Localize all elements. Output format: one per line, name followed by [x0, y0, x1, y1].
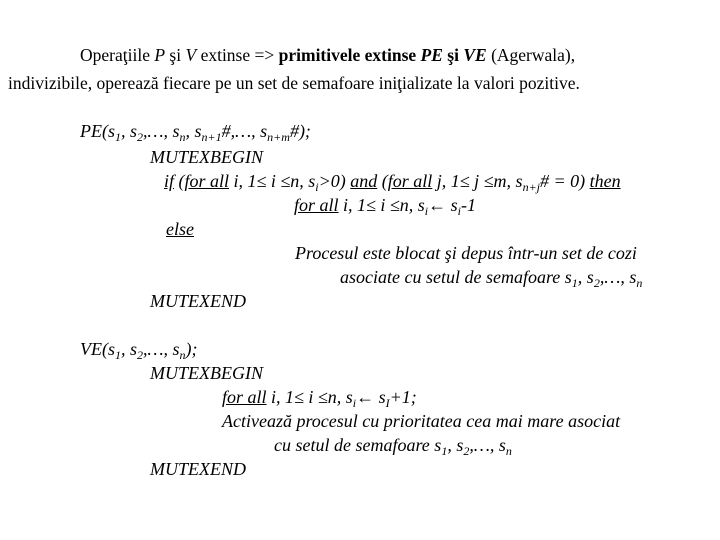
op-pe: PE — [420, 45, 443, 65]
intro-text: extinse => — [196, 45, 279, 65]
code-text: ( — [377, 171, 388, 191]
op-ve: VE — [463, 45, 487, 65]
pe-mutexend: MUTEXEND — [150, 291, 246, 311]
ve-activate-line-2 — [274, 434, 512, 456]
code-text: -1 — [460, 195, 476, 215]
code-text: >0) — [318, 171, 351, 191]
code-text: # = 0) — [540, 171, 590, 191]
code-text: ← s — [428, 195, 458, 215]
code-text: i, 1≤ i ≤n, s — [338, 195, 425, 215]
code-text: asociate cu setul de semafoare s — [340, 267, 572, 287]
subscript: 1 — [571, 276, 578, 290]
keyword-for-all: for all — [294, 195, 339, 215]
subscript: n+j — [522, 180, 540, 194]
code-text: ); — [185, 339, 198, 359]
subscript: n — [179, 130, 186, 144]
subscript: n+m — [267, 130, 290, 144]
ve-signature — [80, 338, 198, 360]
pe-else — [166, 218, 194, 240]
subscript: 2 — [137, 130, 144, 144]
code-text: , s — [121, 339, 138, 359]
ve-mutexbegin: MUTEXBEGIN — [150, 363, 263, 383]
subscript: i — [424, 204, 429, 218]
pe-decrement — [294, 194, 476, 216]
subscript: 2 — [463, 444, 470, 458]
subscript: 2 — [137, 348, 144, 362]
code-text: ,…, s — [469, 435, 506, 455]
subscript: n — [636, 276, 643, 290]
subscript: 1 — [441, 444, 448, 458]
intro-text: şi — [165, 45, 186, 65]
keyword-and: and — [350, 171, 378, 191]
ve-mutexend: MUTEXEND — [150, 459, 246, 479]
code-text: ← s — [356, 387, 386, 407]
subscript: I — [385, 396, 390, 410]
subscript: i — [315, 180, 319, 194]
code-text: , s — [447, 435, 464, 455]
keyword-for-all: for all — [222, 387, 267, 407]
pe-mutexbegin: MUTEXBEGIN — [150, 147, 263, 167]
keyword-if: if — [164, 171, 175, 191]
code-text: ,…, s — [143, 121, 180, 141]
subscript: n+1 — [201, 130, 222, 144]
code-text: ,…, s — [143, 339, 180, 359]
intro-text: (Agerwala), — [486, 45, 576, 65]
code-text: , s — [577, 267, 594, 287]
keyword-for-all: for all — [387, 171, 433, 191]
subscript: i — [352, 396, 357, 410]
intro-line-1 — [80, 44, 575, 66]
code-text: ( — [174, 171, 185, 191]
subscript: i — [457, 204, 461, 218]
pe-blocked-line-1: Procesul este blocat şi depus într-un set de cozi — [295, 243, 637, 263]
keyword-for-all: for all — [184, 171, 230, 191]
intro-bold: şi — [442, 45, 464, 65]
subscript: 2 — [593, 276, 600, 290]
subscript: n — [505, 444, 512, 458]
pe-condition — [164, 170, 621, 192]
intro-text: indivizibile, operează fiecare pe un set de semafoare iniţializate la valori pozitive. — [8, 73, 580, 93]
keyword-then: then — [589, 171, 621, 191]
keyword-else: else — [166, 219, 194, 239]
pe-blocked-line-2 — [340, 266, 642, 288]
subscript: n — [179, 348, 186, 362]
pe-signature — [80, 120, 311, 142]
code-text: VE(s — [80, 339, 115, 359]
subscript: 1 — [115, 348, 121, 362]
intro-line-2 — [8, 72, 580, 94]
op-p: P — [154, 45, 166, 65]
op-v: V — [185, 45, 197, 65]
code-text: i, 1≤ i ≤n, s — [229, 171, 316, 191]
code-text: cu setul de semafoare s — [274, 435, 442, 455]
subscript: 1 — [115, 130, 121, 144]
intro-text: Operaţiile — [80, 45, 155, 65]
code-text: i, 1≤ i ≤n, s — [266, 387, 353, 407]
code-text: , s — [121, 121, 138, 141]
code-text: ,…, s — [599, 267, 637, 287]
code-text: #,…, s — [221, 121, 268, 141]
code-text: j, 1≤ j ≤m, s — [432, 171, 523, 191]
ve-activate-line-1: Activează procesul cu prioritatea cea mai mare asociat — [222, 411, 621, 431]
code-text: , s — [185, 121, 202, 141]
ve-increment — [222, 386, 417, 408]
code-text: PE(s — [80, 121, 115, 141]
intro-bold: primitivele extinse — [278, 45, 421, 65]
code-text: +1; — [389, 387, 417, 407]
code-text: #); — [289, 121, 311, 141]
